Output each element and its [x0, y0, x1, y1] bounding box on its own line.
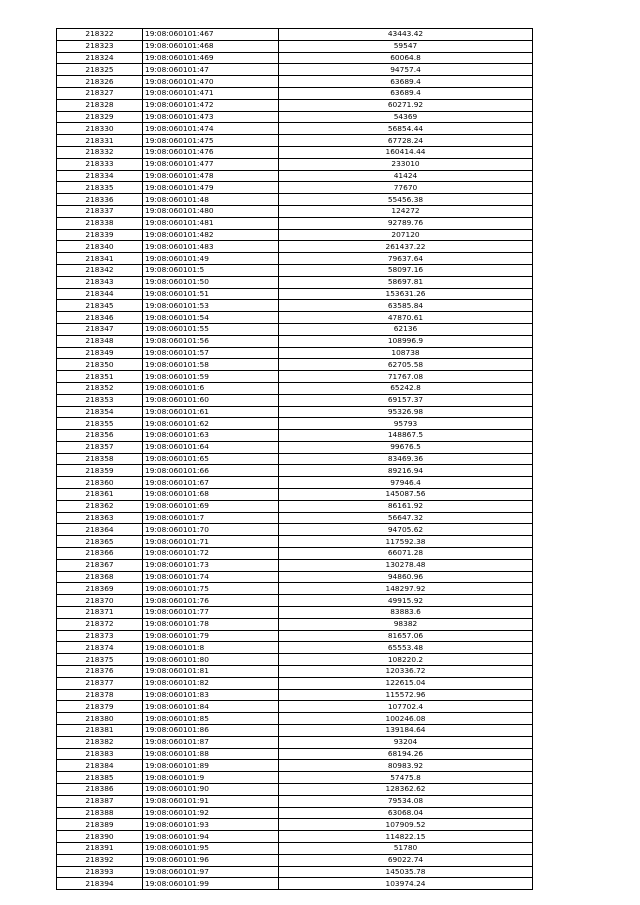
row-number: 218386: [57, 784, 143, 796]
cadastral-value: 160414.44: [279, 146, 533, 158]
row-number: 218325: [57, 64, 143, 76]
table-row: [57, 276, 533, 288]
table-row: [57, 583, 533, 595]
table-row: [57, 288, 533, 300]
cadastral-number: 19:08:060101:70: [143, 524, 279, 536]
cadastral-value: 49915.92: [279, 595, 533, 607]
cadastral-value: 57475.8: [279, 772, 533, 784]
cadastral-value: 65553.48: [279, 642, 533, 654]
cadastral-number: 19:08:060101:5: [143, 264, 279, 276]
table-row: [57, 736, 533, 748]
table-row: [57, 229, 533, 241]
row-number: 218362: [57, 500, 143, 512]
row-number: 218389: [57, 819, 143, 831]
cadastral-number: 19:08:060101:6: [143, 382, 279, 394]
cadastral-value: 55456.38: [279, 194, 533, 206]
row-number: 218348: [57, 335, 143, 347]
row-number: 218355: [57, 418, 143, 430]
cadastral-number: 19:08:060101:481: [143, 217, 279, 229]
row-number: 218352: [57, 382, 143, 394]
cadastral-number: 19:08:060101:76: [143, 595, 279, 607]
table-row: [57, 595, 533, 607]
row-number: 218322: [57, 29, 143, 41]
cadastral-number: 19:08:060101:99: [143, 878, 279, 890]
cadastral-value: 92789.76: [279, 217, 533, 229]
document-page: [56, 28, 532, 890]
cadastral-value: 148867.5: [279, 430, 533, 442]
row-number: 218326: [57, 76, 143, 88]
row-number: 218359: [57, 465, 143, 477]
cadastral-number: 19:08:060101:58: [143, 359, 279, 371]
table-row: [57, 123, 533, 135]
cadastral-value: 63689.4: [279, 76, 533, 88]
cadastral-value: 107909.52: [279, 819, 533, 831]
cadastral-value: 59547: [279, 40, 533, 52]
table-row: [57, 359, 533, 371]
table-row: [57, 135, 533, 147]
table-body: [57, 29, 533, 890]
cadastral-value: 99676.5: [279, 441, 533, 453]
cadastral-value: 68194.26: [279, 748, 533, 760]
cadastral-value: 65242.8: [279, 382, 533, 394]
cadastral-value: 69022.74: [279, 854, 533, 866]
cadastral-number: 19:08:060101:64: [143, 441, 279, 453]
cadastral-value: 108738: [279, 347, 533, 359]
cadastral-number: 19:08:060101:89: [143, 760, 279, 772]
table-row: [57, 52, 533, 64]
table-row: [57, 465, 533, 477]
cadastral-number: 19:08:060101:480: [143, 205, 279, 217]
cadastral-value: 108220.2: [279, 654, 533, 666]
cadastral-number: 19:08:060101:478: [143, 170, 279, 182]
cadastral-number: 19:08:060101:92: [143, 807, 279, 819]
table-row: [57, 536, 533, 548]
table-row: [57, 111, 533, 123]
cadastral-value: 77670: [279, 182, 533, 194]
cadastral-number: 19:08:060101:54: [143, 312, 279, 324]
row-number: 218377: [57, 677, 143, 689]
cadastral-value: 117592.38: [279, 536, 533, 548]
cadastral-number: 19:08:060101:88: [143, 748, 279, 760]
table-row: [57, 430, 533, 442]
cadastral-value: 56647.32: [279, 512, 533, 524]
cadastral-value: 107702.4: [279, 701, 533, 713]
row-number: 218332: [57, 146, 143, 158]
row-number: 218378: [57, 689, 143, 701]
table-row: [57, 264, 533, 276]
cadastral-value: 86161.92: [279, 500, 533, 512]
cadastral-number: 19:08:060101:55: [143, 323, 279, 335]
cadastral-number: 19:08:060101:90: [143, 784, 279, 796]
cadastral-number: 19:08:060101:479: [143, 182, 279, 194]
cadastral-value: 95793: [279, 418, 533, 430]
table-row: [57, 795, 533, 807]
row-number: 218343: [57, 276, 143, 288]
row-number: 218357: [57, 441, 143, 453]
row-number: 218387: [57, 795, 143, 807]
row-number: 218324: [57, 52, 143, 64]
cadastral-number: 19:08:060101:65: [143, 453, 279, 465]
cadastral-value: 47870.61: [279, 312, 533, 324]
cadastral-number: 19:08:060101:471: [143, 87, 279, 99]
cadastral-number: 19:08:060101:48: [143, 194, 279, 206]
table-row: [57, 689, 533, 701]
cadastral-value: 63068.04: [279, 807, 533, 819]
cadastral-number: 19:08:060101:8: [143, 642, 279, 654]
cadastral-value: 233010: [279, 158, 533, 170]
row-number: 218353: [57, 394, 143, 406]
cadastral-value: 261437.22: [279, 241, 533, 253]
table-row: [57, 713, 533, 725]
row-number: 218323: [57, 40, 143, 52]
cadastral-number: 19:08:060101:80: [143, 654, 279, 666]
row-number: 218390: [57, 831, 143, 843]
table-row: [57, 489, 533, 501]
row-number: 218394: [57, 878, 143, 890]
table-row: [57, 382, 533, 394]
cadastral-value: 54369: [279, 111, 533, 123]
table-row: [57, 854, 533, 866]
cadastral-number: 19:08:060101:477: [143, 158, 279, 170]
row-number: 218347: [57, 323, 143, 335]
table-row: [57, 253, 533, 265]
cadastral-value: 115572.96: [279, 689, 533, 701]
cadastral-number: 19:08:060101:472: [143, 99, 279, 111]
row-number: 218364: [57, 524, 143, 536]
row-number: 218330: [57, 123, 143, 135]
cadastral-number: 19:08:060101:72: [143, 548, 279, 560]
cadastral-number: 19:08:060101:68: [143, 489, 279, 501]
cadastral-value: 83883.6: [279, 607, 533, 619]
cadastral-number: 19:08:060101:93: [143, 819, 279, 831]
cadastral-value: 103974.24: [279, 878, 533, 890]
row-number: 218351: [57, 371, 143, 383]
cadastral-value: 153631.26: [279, 288, 533, 300]
cadastral-number: 19:08:060101:7: [143, 512, 279, 524]
cadastral-number: 19:08:060101:467: [143, 29, 279, 41]
table-row: [57, 371, 533, 383]
cadastral-number: 19:08:060101:468: [143, 40, 279, 52]
cadastral-value: 108996.9: [279, 335, 533, 347]
table-row: [57, 441, 533, 453]
cadastral-value: 58697.81: [279, 276, 533, 288]
cadastral-number: 19:08:060101:474: [143, 123, 279, 135]
cadastral-value: 93204: [279, 736, 533, 748]
cadastral-value: 66071.28: [279, 548, 533, 560]
row-number: 218376: [57, 666, 143, 678]
cadastral-number: 19:08:060101:61: [143, 406, 279, 418]
table-row: [57, 347, 533, 359]
table-row: [57, 842, 533, 854]
row-number: 218331: [57, 135, 143, 147]
cadastral-number: 19:08:060101:62: [143, 418, 279, 430]
cadastral-number: 19:08:060101:470: [143, 76, 279, 88]
cadastral-value: 63689.4: [279, 87, 533, 99]
row-number: 218339: [57, 229, 143, 241]
row-number: 218333: [57, 158, 143, 170]
row-number: 218358: [57, 453, 143, 465]
cadastral-value: 148297.92: [279, 583, 533, 595]
table-row: [57, 300, 533, 312]
row-number: 218379: [57, 701, 143, 713]
table-row: [57, 559, 533, 571]
cadastral-number: 19:08:060101:66: [143, 465, 279, 477]
table-row: [57, 760, 533, 772]
table-row: [57, 64, 533, 76]
row-number: 218393: [57, 866, 143, 878]
cadastral-number: 19:08:060101:67: [143, 477, 279, 489]
table-row: [57, 394, 533, 406]
table-row: [57, 630, 533, 642]
cadastral-number: 19:08:060101:81: [143, 666, 279, 678]
table-row: [57, 677, 533, 689]
table-row: [57, 182, 533, 194]
cadastral-value: 122615.04: [279, 677, 533, 689]
row-number: 218338: [57, 217, 143, 229]
table-row: [57, 819, 533, 831]
table-row: [57, 571, 533, 583]
table-row: [57, 500, 533, 512]
cadastral-number: 19:08:060101:78: [143, 618, 279, 630]
cadastral-number: 19:08:060101:483: [143, 241, 279, 253]
table-row: [57, 99, 533, 111]
row-number: 218327: [57, 87, 143, 99]
cadastral-value: 95326.98: [279, 406, 533, 418]
row-number: 218337: [57, 205, 143, 217]
cadastral-value: 79534.08: [279, 795, 533, 807]
cadastral-number: 19:08:060101:59: [143, 371, 279, 383]
table-row: [57, 406, 533, 418]
cadastral-number: 19:08:060101:49: [143, 253, 279, 265]
table-row: [57, 158, 533, 170]
row-number: 218384: [57, 760, 143, 772]
table-row: [57, 548, 533, 560]
cadastral-value: 94757.4: [279, 64, 533, 76]
table-row: [57, 29, 533, 41]
row-number: 218344: [57, 288, 143, 300]
row-number: 218375: [57, 654, 143, 666]
cadastral-value: 97946.4: [279, 477, 533, 489]
table-row: [57, 666, 533, 678]
table-row: [57, 323, 533, 335]
cadastral-number: 19:08:060101:82: [143, 677, 279, 689]
table-row: [57, 194, 533, 206]
table-row: [57, 878, 533, 890]
row-number: 218349: [57, 347, 143, 359]
table-row: [57, 418, 533, 430]
cadastral-value: 120336.72: [279, 666, 533, 678]
table-row: [57, 831, 533, 843]
table-row: [57, 87, 533, 99]
table-row: [57, 205, 533, 217]
cadastral-number: 19:08:060101:79: [143, 630, 279, 642]
cadastral-number: 19:08:060101:50: [143, 276, 279, 288]
table-row: [57, 40, 533, 52]
row-number: 218372: [57, 618, 143, 630]
cadastral-number: 19:08:060101:475: [143, 135, 279, 147]
row-number: 218342: [57, 264, 143, 276]
table-row: [57, 241, 533, 253]
row-number: 218374: [57, 642, 143, 654]
row-number: 218373: [57, 630, 143, 642]
table-row: [57, 335, 533, 347]
cadastral-number: 19:08:060101:77: [143, 607, 279, 619]
cadastral-number: 19:08:060101:86: [143, 725, 279, 737]
cadastral-value: 130278.48: [279, 559, 533, 571]
cadastral-number: 19:08:060101:51: [143, 288, 279, 300]
cadastral-values-table: [56, 28, 533, 890]
table-row: [57, 784, 533, 796]
cadastral-value: 79637.64: [279, 253, 533, 265]
row-number: 218392: [57, 854, 143, 866]
cadastral-value: 80983.92: [279, 760, 533, 772]
cadastral-value: 60064.8: [279, 52, 533, 64]
cadastral-value: 145035.78: [279, 866, 533, 878]
row-number: 218329: [57, 111, 143, 123]
row-number: 218340: [57, 241, 143, 253]
row-number: 218371: [57, 607, 143, 619]
cadastral-value: 60271.92: [279, 99, 533, 111]
cadastral-number: 19:08:060101:84: [143, 701, 279, 713]
table-row: [57, 654, 533, 666]
row-number: 218370: [57, 595, 143, 607]
cadastral-number: 19:08:060101:69: [143, 500, 279, 512]
cadastral-number: 19:08:060101:73: [143, 559, 279, 571]
cadastral-value: 43443.42: [279, 29, 533, 41]
row-number: 218354: [57, 406, 143, 418]
cadastral-value: 67728.24: [279, 135, 533, 147]
cadastral-number: 19:08:060101:74: [143, 571, 279, 583]
row-number: 218363: [57, 512, 143, 524]
cadastral-value: 71767.08: [279, 371, 533, 383]
cadastral-value: 100246.08: [279, 713, 533, 725]
cadastral-value: 56854.44: [279, 123, 533, 135]
cadastral-number: 19:08:060101:83: [143, 689, 279, 701]
cadastral-value: 94860.96: [279, 571, 533, 583]
row-number: 218368: [57, 571, 143, 583]
cadastral-number: 19:08:060101:87: [143, 736, 279, 748]
row-number: 218369: [57, 583, 143, 595]
row-number: 218350: [57, 359, 143, 371]
cadastral-number: 19:08:060101:94: [143, 831, 279, 843]
cadastral-number: 19:08:060101:47: [143, 64, 279, 76]
row-number: 218380: [57, 713, 143, 725]
cadastral-number: 19:08:060101:476: [143, 146, 279, 158]
cadastral-value: 98382: [279, 618, 533, 630]
table-row: [57, 642, 533, 654]
row-number: 218334: [57, 170, 143, 182]
cadastral-number: 19:08:060101:56: [143, 335, 279, 347]
row-number: 218366: [57, 548, 143, 560]
row-number: 218365: [57, 536, 143, 548]
cadastral-value: 62136: [279, 323, 533, 335]
table-row: [57, 146, 533, 158]
cadastral-value: 207120: [279, 229, 533, 241]
table-row: [57, 701, 533, 713]
cadastral-value: 51780: [279, 842, 533, 854]
row-number: 218356: [57, 430, 143, 442]
row-number: 218335: [57, 182, 143, 194]
row-number: 218381: [57, 725, 143, 737]
row-number: 218367: [57, 559, 143, 571]
cadastral-value: 63585.84: [279, 300, 533, 312]
row-number: 218336: [57, 194, 143, 206]
table-row: [57, 807, 533, 819]
cadastral-number: 19:08:060101:473: [143, 111, 279, 123]
cadastral-value: 41424: [279, 170, 533, 182]
table-row: [57, 725, 533, 737]
cadastral-value: 94705.62: [279, 524, 533, 536]
cadastral-number: 19:08:060101:97: [143, 866, 279, 878]
cadastral-value: 145087.56: [279, 489, 533, 501]
table-row: [57, 618, 533, 630]
cadastral-number: 19:08:060101:469: [143, 52, 279, 64]
table-row: [57, 866, 533, 878]
row-number: 218345: [57, 300, 143, 312]
table-row: [57, 512, 533, 524]
table-row: [57, 524, 533, 536]
row-number: 218382: [57, 736, 143, 748]
table-row: [57, 772, 533, 784]
cadastral-number: 19:08:060101:63: [143, 430, 279, 442]
table-row: [57, 748, 533, 760]
cadastral-value: 124272: [279, 205, 533, 217]
cadastral-number: 19:08:060101:71: [143, 536, 279, 548]
table-row: [57, 76, 533, 88]
cadastral-number: 19:08:060101:85: [143, 713, 279, 725]
table-row: [57, 170, 533, 182]
row-number: 218388: [57, 807, 143, 819]
cadastral-value: 83469.36: [279, 453, 533, 465]
cadastral-number: 19:08:060101:95: [143, 842, 279, 854]
cadastral-value: 114822.15: [279, 831, 533, 843]
cadastral-value: 89216.94: [279, 465, 533, 477]
cadastral-number: 19:08:060101:91: [143, 795, 279, 807]
row-number: 218383: [57, 748, 143, 760]
row-number: 218391: [57, 842, 143, 854]
cadastral-number: 19:08:060101:53: [143, 300, 279, 312]
table-row: [57, 453, 533, 465]
row-number: 218385: [57, 772, 143, 784]
cadastral-value: 62705.58: [279, 359, 533, 371]
cadastral-number: 19:08:060101:60: [143, 394, 279, 406]
row-number: 218360: [57, 477, 143, 489]
cadastral-value: 69157.37: [279, 394, 533, 406]
cadastral-number: 19:08:060101:9: [143, 772, 279, 784]
cadastral-value: 81657.06: [279, 630, 533, 642]
row-number: 218361: [57, 489, 143, 501]
cadastral-number: 19:08:060101:57: [143, 347, 279, 359]
cadastral-value: 128362.62: [279, 784, 533, 796]
cadastral-number: 19:08:060101:75: [143, 583, 279, 595]
table-row: [57, 607, 533, 619]
table-row: [57, 312, 533, 324]
cadastral-number: 19:08:060101:482: [143, 229, 279, 241]
cadastral-number: 19:08:060101:96: [143, 854, 279, 866]
row-number: 218341: [57, 253, 143, 265]
table-row: [57, 477, 533, 489]
cadastral-value: 139184.64: [279, 725, 533, 737]
row-number: 218328: [57, 99, 143, 111]
row-number: 218346: [57, 312, 143, 324]
table-row: [57, 217, 533, 229]
cadastral-value: 58097.16: [279, 264, 533, 276]
